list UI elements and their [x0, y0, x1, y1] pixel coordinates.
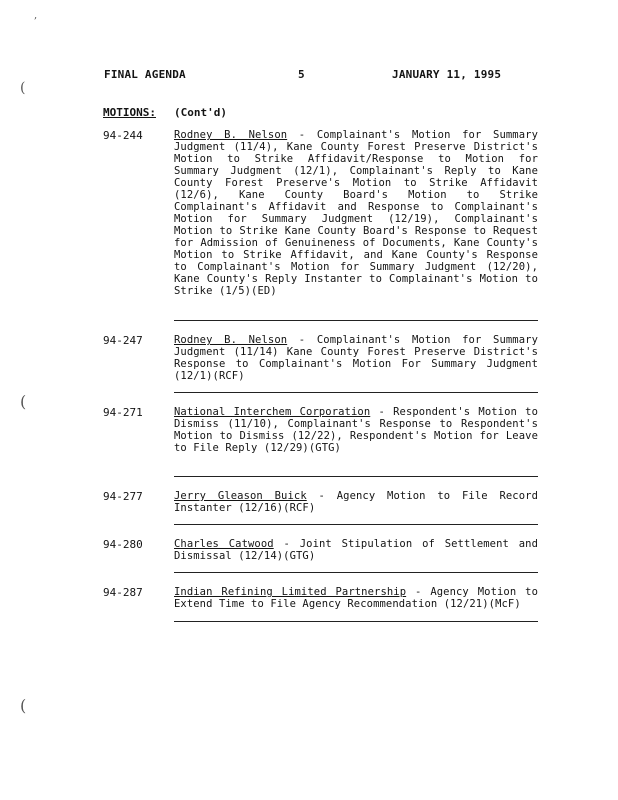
section-continued: (Cont'd): [173, 106, 227, 119]
entry-text: - Respondent's Motion to Dismiss (11/10), Complainant's Response to Respondent's Motion to Dismiss (12/22), Respondent's Motion for Leave to File Reply (12/29)(GTG): [174, 406, 538, 454]
section-label: MOTIONS:: [103, 106, 156, 119]
docket-number: 94-277: [103, 490, 143, 503]
party-name: Charles Catwood: [174, 538, 274, 550]
party-name: Rodney B. Nelson: [174, 129, 288, 141]
entry-divider: [174, 476, 538, 477]
scan-mark-icon: (: [20, 80, 26, 96]
scan-mark-icon: ,: [34, 10, 38, 21]
entry-divider: [174, 621, 538, 622]
entry-description: [174, 334, 538, 382]
entry-divider: [174, 320, 538, 321]
entry-divider: [174, 572, 538, 573]
docket-number: 94-280: [103, 538, 143, 551]
scan-mark-icon: (: [20, 392, 27, 411]
entry-description: [174, 490, 538, 514]
entry-text: - Joint Stipulation of Settlement and Dismissal (12/14)(GTG): [174, 538, 538, 562]
party-name: Indian Refining Limited Partnership: [174, 586, 407, 598]
party-name: Rodney B. Nelson: [174, 334, 288, 346]
docket-number: 94-271: [103, 406, 143, 419]
docket-number: 94-244: [103, 129, 143, 142]
entry-text: - Agency Motion to File Record Instanter (12/16)(RCF): [174, 490, 538, 514]
party-name: Jerry Gleason Buick: [174, 490, 307, 502]
entry-text: - Complainant's Motion for Summary Judgment (11/4), Kane County Forest Preserve District's Motion to Strike Affidavit/Response to Motion for Summary Judgment (12/1), Complainant's Reply to Kane County Forest Preserve's Motion to Strike Affidavit (12/6), Kane County Board's Motion to Strike Complainant's Affidavit and Response to Complainant's Motion for Summary Judgment (12/19), Complainant's Motion to Strike Kane County Board's Response to Request for Admission of Genuineness of Documents, Kane County's Motion to Strike Affidavit, and Kane County's Response to Complainant's Motion for Summary Judgment (12/20), Kane County's Reply Instanter to Complainant's Motion to Strike (1/5)(ED): [174, 129, 538, 297]
party-name: National Interchem Corporation: [174, 406, 371, 418]
header-page-number: 5: [298, 68, 305, 81]
entry-text: - Complainant's Motion for Summary Judgment (11/14) Kane County Forest Preserve District's Response to Complainant's Motion For Summary Judgment (12/1)(RCF): [174, 334, 538, 382]
entry-divider: [174, 392, 538, 393]
entry-description: [174, 538, 538, 562]
entry-divider: [174, 524, 538, 525]
entry-text: - Agency Motion to Extend Time to File Agency Recommendation (12/21)(McF): [174, 586, 538, 610]
entry-description: [174, 129, 538, 297]
header-date: JANUARY 11, 1995: [392, 68, 502, 81]
header-agenda-title: FINAL AGENDA: [104, 68, 186, 81]
docket-number: 94-247: [103, 334, 143, 347]
scan-mark-icon: (: [20, 696, 27, 715]
section-heading: [103, 106, 227, 119]
entry-description: [174, 586, 538, 610]
docket-number: 94-287: [103, 586, 143, 599]
entry-description: [174, 406, 538, 454]
